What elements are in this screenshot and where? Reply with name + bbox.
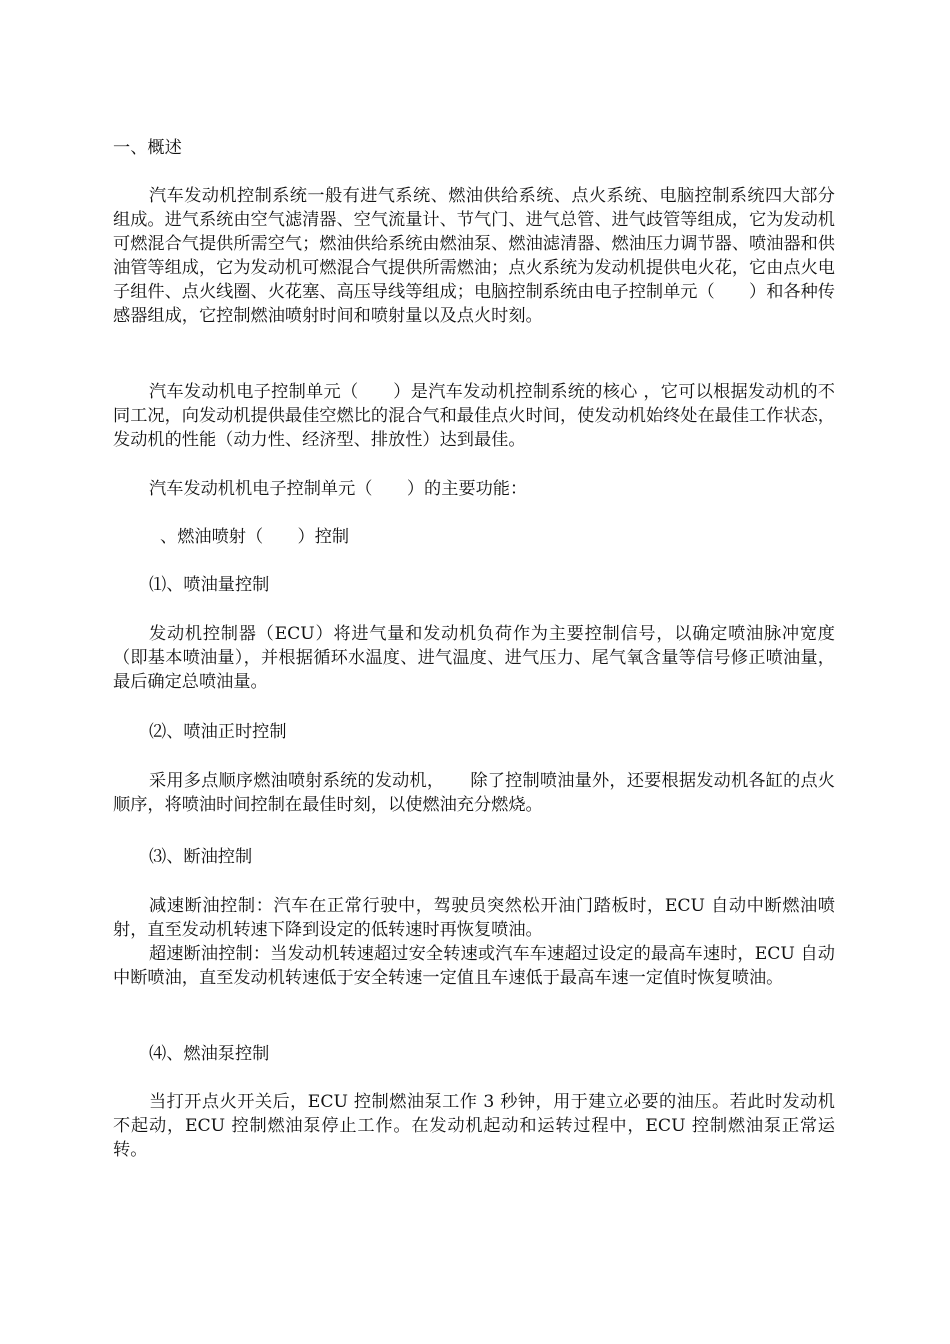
main-functions-intro: 汽车发动机机电子控制单元（ ）的主要功能： bbox=[149, 479, 528, 499]
fuel-injection-control-heading: 、燃油喷射（ ）控制 bbox=[160, 527, 350, 547]
injection-quantity-text: 发动机控制器（ECU）将进气量和发动机负荷作为主要控制信号，以确定喷油脉冲宽度（即基本喷油量），并根据循环水温度、进气温度、进气压力、尾气氧含量等信号修正喷油量，最后确定总喷油量。 bbox=[113, 624, 835, 692]
overview-paragraph: 汽车发动机控制系统一般有进气系统、燃油供给系统、点火系统、电脑控制系统四大部分组成。进气系统由空气滤清器、空气流量计、节气门、进气总管、进气歧管等组成，它为发动机可燃混合气提供所需空气；燃油供给系统由燃油泵、燃油滤清器、燃油压力调节器、喷油器和供油管等组成，它为发动机可燃混合气提供所需燃油；点火系统为发动机提供电火花，它由点火电子组件、点火线圈、火花塞、高压导线等组成；电脑控制系统由电子控制单元（ ）和各种传感器组成，它控制燃油喷射时间和喷射量以及点火时刻。 bbox=[113, 186, 835, 326]
injection-quantity-title: ⑴、喷油量控制 bbox=[149, 575, 270, 595]
fuel-cutoff-title: ⑶、断油控制 bbox=[149, 847, 253, 867]
injection-timing-title: ⑵、喷油正时控制 bbox=[149, 722, 287, 742]
fuel-pump-text: 当打开点火开关后，ECU 控制燃油泵工作 3 秒钟，用于建立必要的油压。若此时发动机不起动，ECU 控制燃油泵停止工作。在发动机起动和运转过程中，ECU 控制燃油泵正常运转。 bbox=[113, 1092, 835, 1160]
fuel-pump-title: ⑷、燃油泵控制 bbox=[149, 1044, 270, 1064]
injection-timing-text: 采用多点顺序燃油喷射系统的发动机， 除了控制喷油量外，还要根据发动机各缸的点火顺序，将喷油时间控制在最佳时刻，以使燃油充分燃烧。 bbox=[113, 771, 835, 815]
overspeed-cutoff-text: 超速断油控制：当发动机转速超过安全转速或汽车车速超过设定的最高车速时，ECU 自动中断喷油，直至发动机转速低于安全转速一定值且车速低于最高车速一定值时恢复喷油。 bbox=[113, 944, 835, 988]
section-heading: 一、概述 bbox=[113, 138, 182, 158]
deceleration-cutoff-text: 减速断油控制：汽车在正常行驶中，驾驶员突然松开油门踏板时，ECU 自动中断燃油喷射，直至发动机转速下降到设定的低转速时再恢复喷油。 bbox=[113, 896, 835, 940]
ecu-core-paragraph: 汽车发动机电子控制单元（ ）是汽车发动机控制系统的核心 ，它可以根据发动机的不同工况，向发动机提供最佳空燃比的混合气和最佳点火时间，使发动机始终处在最佳工作状态，发动机的性能（动力性、经济型、排放性）达到最佳。 bbox=[113, 382, 835, 450]
